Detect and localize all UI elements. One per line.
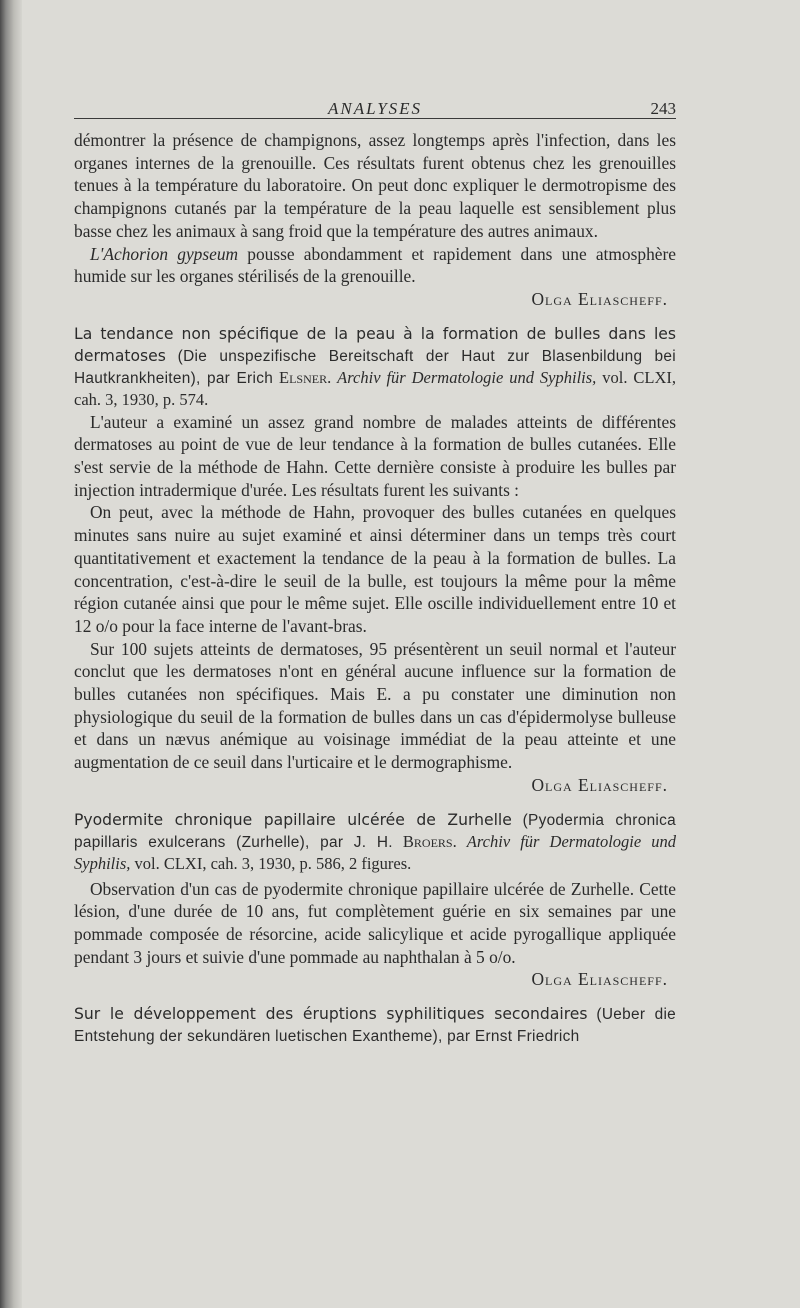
entry-author: Elsner. bbox=[279, 367, 332, 387]
abstract-paragraph: L'auteur a examiné un assez grand nombre de malades atteints de différentes dermatoses au point de vue de leur tendance à la formation de bulles cutanées. Elle s'est servie de la méthode de Hahn. Cette dernière consiste à produire les bulles par injection intradermique d'urée. Les résultats furent les suivants : bbox=[74, 411, 676, 500]
abstract-paragraph: Sur 100 sujets atteints de dermatoses, 95 présentèrent un seuil normal et l'auteur conclut que les dermatoses n'ont en général aucune influence sur la formation de bulles cutanées non spécifiques. Mais E. a pu constater une diminution non physiologique du seuil de la formation de bulles dans un cas d'épidermolyse bulleuse et dans un nævus anémique au voisinage immédiat de la peau atteinte et une augmentation de ce seuil dans l'urticaire et le dermographisme. bbox=[74, 638, 676, 773]
entry-heading bbox=[74, 809, 676, 874]
book-spine-shadow bbox=[0, 0, 22, 1308]
journal-name: Archiv für Dermatologie und Syphilis, bbox=[337, 367, 597, 387]
entry-heading bbox=[74, 323, 676, 410]
abstract-syphilis bbox=[74, 1003, 676, 1047]
citation: vol. CLXI, cah. 3, 1930, p. 586, 2 figures. bbox=[134, 853, 412, 873]
species-name: L'Achorion gypseum bbox=[90, 243, 239, 264]
paragraph-text: pousse abondamment et rapidement dans une atmosphère humide sur les organes stérilisés de la grenouille. bbox=[74, 243, 676, 287]
author-signature: Olga Eliascheff. bbox=[531, 969, 668, 990]
running-title: ANALYSES bbox=[327, 99, 423, 118]
page-number: 243 bbox=[650, 99, 676, 118]
entry-reference: (Die unspezifische Bereitschaft der Haut zur Blasenbildung bei Hautkrankheiten), par Erich bbox=[74, 347, 676, 387]
entry-reference: (Ueber die Entstehung der sekundären luetischen Exantheme), par Ernst Friedrich bbox=[74, 1006, 677, 1046]
entry-author: Broers. bbox=[402, 831, 457, 851]
abstract-paragraph: Observation d'un cas de pyodermite chronique papillaire ulcérée de Zurhelle. Cette lésion, d'une durée de 10 ans, fut complètement guérie en six semaines par une pommade composée de résorcine, acide salicylique et acide pyrogallique appliquée pendant 3 jours et suivie d'une pommade au naphthalan à 5 o/o. bbox=[74, 878, 676, 967]
page-header bbox=[74, 92, 676, 119]
entry-title: Pyodermite chronique papillaire ulcérée de Zurhelle bbox=[74, 810, 512, 829]
entry-heading bbox=[74, 1003, 676, 1047]
entry-reference: (Pyodermia chronica papillaris exulcerans (Zurhelle), par J. H. bbox=[74, 811, 676, 851]
author-signature: Olga Eliascheff. bbox=[531, 774, 668, 795]
abstract-bulles bbox=[74, 323, 676, 797]
author-signature: Olga Eliascheff. bbox=[531, 288, 668, 309]
journal-name: Archiv für Dermatologie und Syphilis, bbox=[74, 831, 677, 873]
book-page bbox=[74, 92, 676, 1048]
abstract-paragraph bbox=[74, 243, 676, 288]
entry-title: La tendance non spécifique de la peau à la formation de bulles dans les dermatoses bbox=[74, 324, 676, 365]
citation: vol. CLXI, cah. 3, 1930, p. 574. bbox=[74, 367, 676, 409]
abstract-paragraph: On peut, avec la méthode de Hahn, provoquer des bulles cutanées en quelques minutes sans nuire au sujet examiné et ainsi déterminer dans un temps très court quantitativement et exactement la tendance de la peau à la formation de bulles. La concentration, c'est-à-dire le seuil de la bulle, est toujours la même pour la même région cutanée ainsi que pour le même sujet. Elle oscille individuellement entre 10 et 12 o/o pour la face interne de l'avant-bras. bbox=[74, 502, 676, 636]
abstract-achorion bbox=[74, 129, 676, 311]
abstract-pyodermite bbox=[74, 809, 676, 992]
abstract-paragraph: démontrer la présence de champignons, assez longtemps après l'infection, dans les organes internes de la grenouille. Ces résultats furent obtenus chez les grenouilles tenues à la température du laboratoire. On peut donc expliquer le dermotropisme des champignons cutanés par la température de la peau laquelle est sensiblement plus basse chez les animaux à sang froid que la température des autres animaux. bbox=[74, 130, 676, 241]
entry-title: Sur le développement des éruptions syphilitiques secondaires bbox=[74, 1005, 588, 1024]
